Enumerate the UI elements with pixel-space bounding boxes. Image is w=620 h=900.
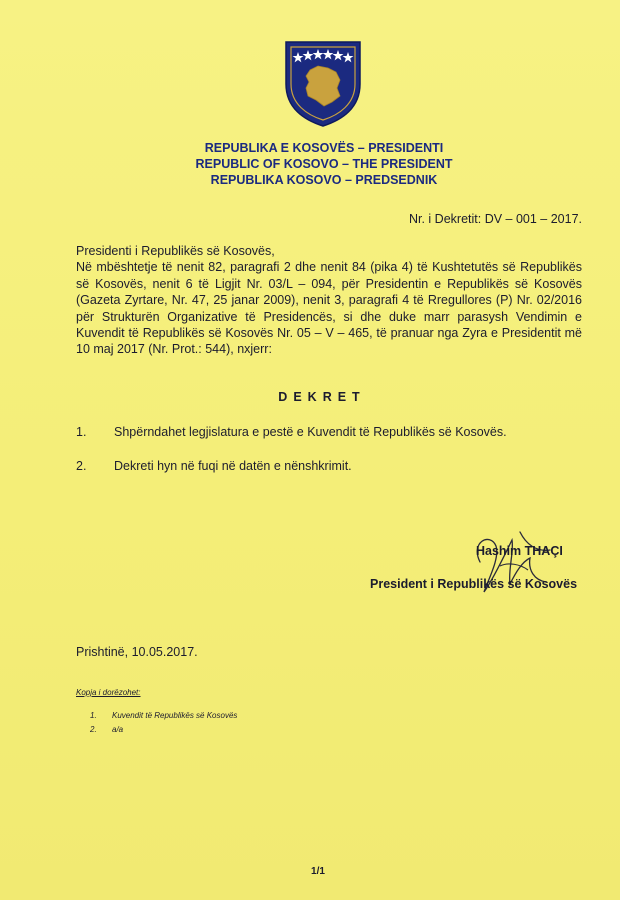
article-list: [76, 425, 582, 493]
copy-item: [76, 711, 237, 725]
article-text: Shpërndahet legjislatura e pestë e Kuvendit të Republikës së Kosovës.: [114, 425, 507, 439]
preamble-text: Në mbështetje të nenit 82, paragrafi 2 dhe nenit 84 (pika 4) të Kushtetutës së Republikës së Kosovës, nenit 6 të Ligjit Nr. 03/L – 094, për Presidentin e Republikës së Kosovës (Gazeta Zyrtare, Nr. 47, 25 janar 2009), nenit 3, paragrafi 4 të Rregullores (P) Nr. 02/2016 për Strukturën Organizative të Presidencës, si dhe duke marr parasysh Vendimin e Kuvendit të Republikës së Kosovës Nr. 05 – V – 465, të pranuar nga Zyra e Presidentit më 10 maj 2017 (Nr. Prot.: 544), nxjerr:: [76, 260, 582, 357]
signatory-name: Hashim THAÇI: [476, 544, 563, 558]
kosovo-emblem-icon: [282, 38, 364, 128]
signature-block: [360, 522, 590, 612]
page-number: 1/1: [311, 866, 325, 877]
header-english: REPUBLIC OF KOSOVO – THE PRESIDENT: [195, 157, 453, 171]
article-item: [76, 459, 582, 493]
header-albanian: REPUBLIKA E KOSOVËS – PRESIDENTI: [204, 141, 444, 155]
decree-number: Nr. i Dekretit: DV – 001 – 2017.: [408, 212, 582, 226]
signatory-title: President i Republikës së Kosovës: [370, 577, 578, 591]
copy-item-text: Kuvendit të Republikës së Kosovës: [112, 711, 238, 720]
handwritten-signature-icon: [450, 522, 560, 608]
copy-item-number: 1.: [90, 711, 97, 720]
article-number: 2.: [76, 459, 87, 473]
decree-title: DEKRET: [278, 390, 366, 404]
article-text: Dekreti hyn në fuqi në datën e nënshkrimit.: [114, 459, 352, 473]
copy-item: [76, 725, 237, 739]
copy-item-number: 2.: [90, 725, 97, 734]
copy-recipients: [76, 688, 237, 739]
letterhead: [0, 140, 620, 188]
place-and-date: Prishtinë, 10.05.2017.: [76, 645, 198, 659]
copy-item-text: a/a: [112, 725, 124, 734]
article-item: [76, 425, 582, 459]
article-number: 1.: [76, 425, 87, 439]
preamble: [76, 243, 582, 358]
preamble-addressee: Presidenti i Republikës së Kosovës,: [76, 244, 275, 258]
copy-heading: Kopja i dorëzohet:: [76, 688, 141, 697]
header-serbian: REPUBLIKA KOSOVO – PREDSEDNIK: [210, 173, 438, 187]
